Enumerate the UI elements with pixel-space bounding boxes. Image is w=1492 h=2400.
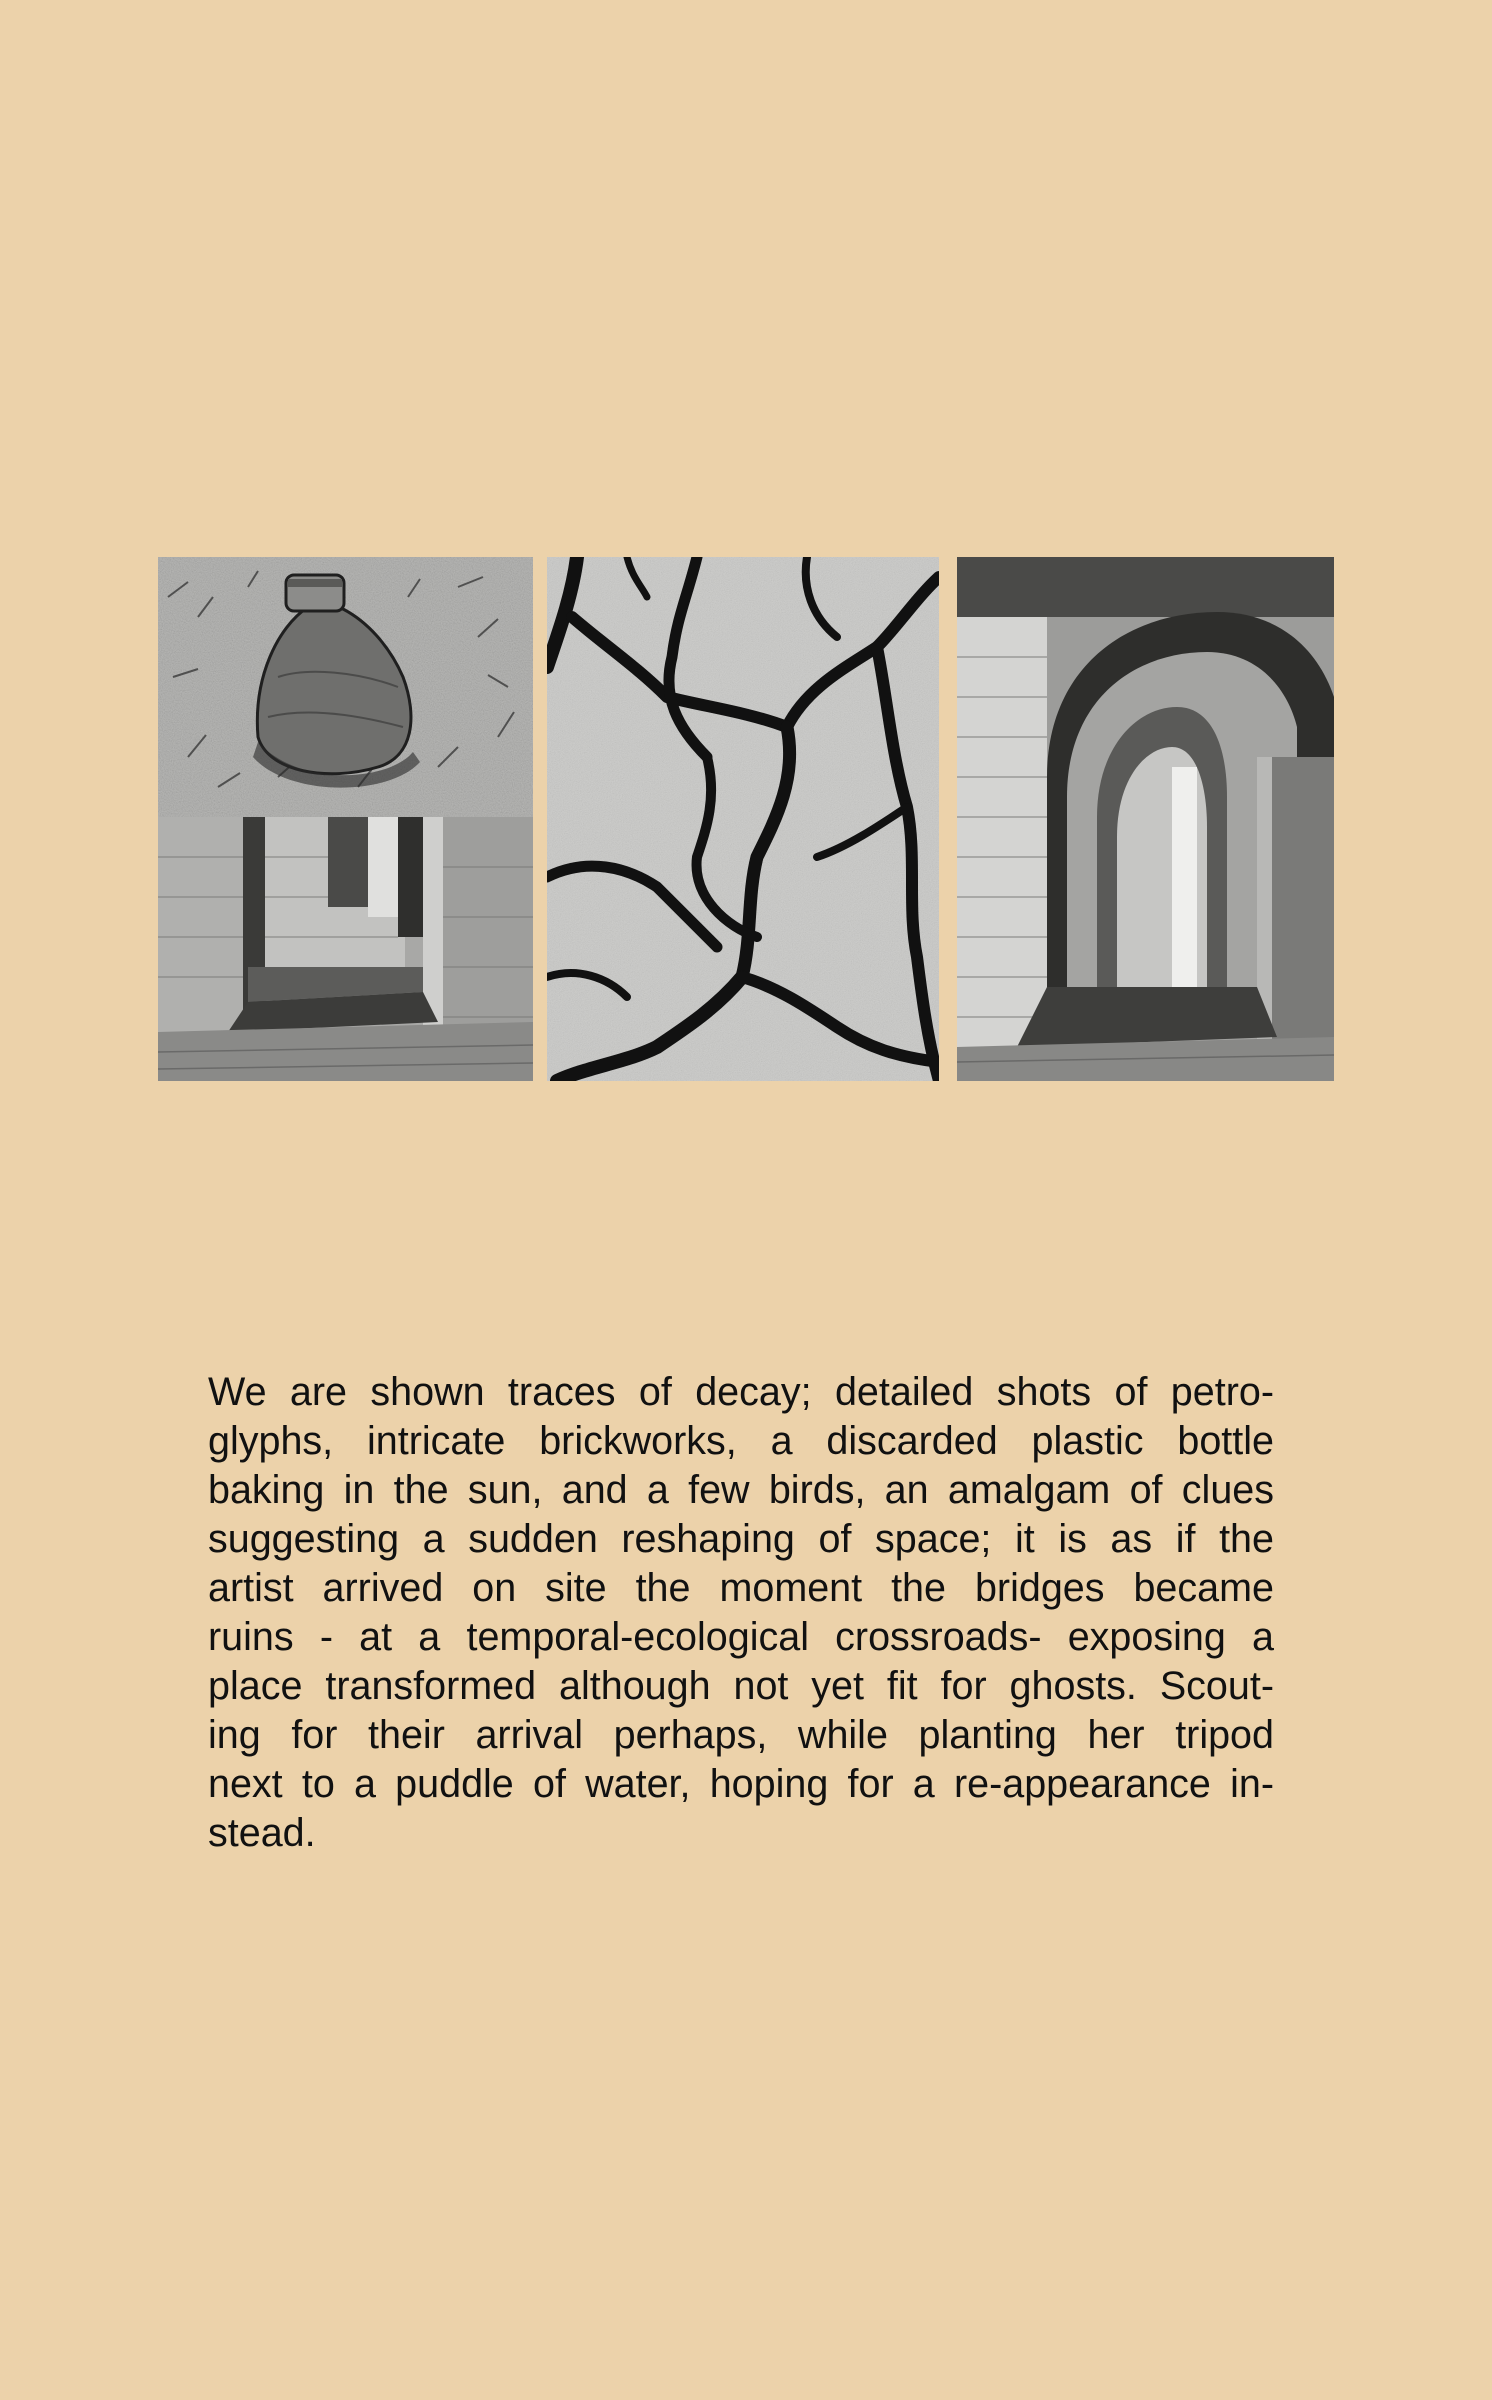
body-line: We are shown traces of decay; detailed shots of petro-: [208, 1370, 1274, 1414]
body-line: next to a puddle of water, hoping for a re-appearance in-: [208, 1762, 1274, 1806]
bottle-photo: [158, 557, 533, 817]
doorway-corridor-photo: [158, 817, 533, 1081]
cracked-mud-photo: [547, 557, 939, 1081]
body-line: glyphs, intricate brickworks, a discarded plastic bottle: [208, 1419, 1274, 1463]
body-line: stead.: [208, 1811, 316, 1855]
body-line: ruins - at a temporal-ecological crossroads- exposing a: [208, 1615, 1274, 1659]
body-line: baking in the sun, and a few birds, an amalgam of clues: [208, 1468, 1274, 1512]
stone-arches-photo: [957, 557, 1334, 1081]
body-paragraph: [208, 1368, 1274, 1858]
body-line: place transformed although not yet fit for ghosts. Scout-: [208, 1664, 1274, 1708]
body-line: suggesting a sudden reshaping of space; it is as if the: [208, 1517, 1274, 1561]
body-line: ing for their arrival perhaps, while planting her tripod: [208, 1713, 1274, 1757]
body-line: artist arrived on site the moment the bridges became: [208, 1566, 1274, 1610]
